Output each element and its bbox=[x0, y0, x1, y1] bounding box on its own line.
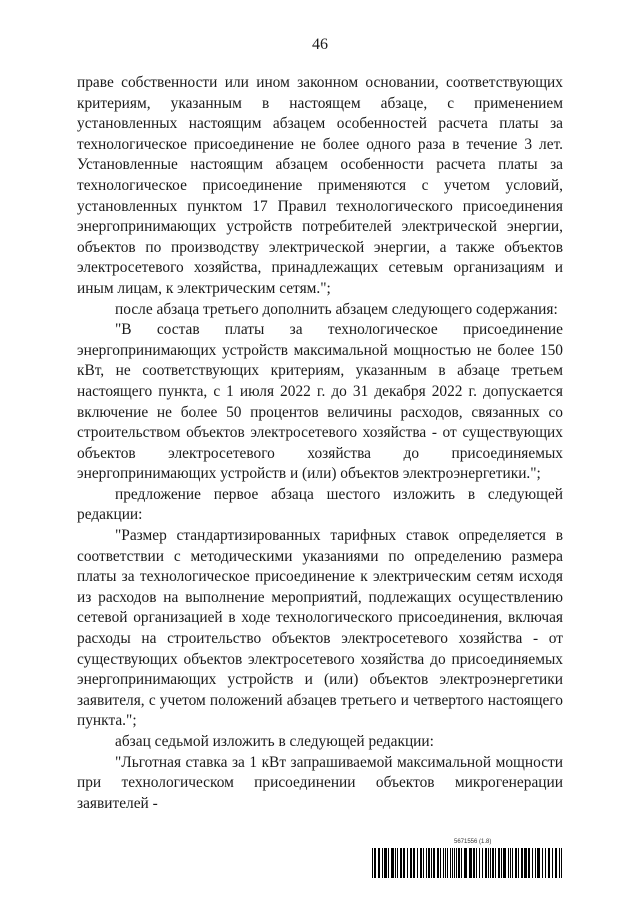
paragraph-3: "В состав платы за технологическое присоединение энергопринимающих устройств максимальной мощностью не более 150 кВт, не соответствующих критериям, указанным в абзаце третьем настоящего пункта, с 1 июля 2022 г. до 31 декабря 2022 г. допускается включение не более 50 процентов величины расходов, связанных со строительством объектов электросетевого хозяйства - от существующих объектов электросетевого хозяйства до присоединяемых энергопринимающих устройств и (или) объектов электроэнергетики."; bbox=[77, 321, 563, 483]
barcode-icon bbox=[372, 848, 563, 878]
paragraph-2: после абзаца третьего дополнить абзацем следующего содержания: bbox=[115, 300, 558, 318]
document-code: 5671556 (1.8) bbox=[454, 839, 492, 845]
paragraph-5: "Размер стандартизированных тарифных ставок определяется в соответствии с методическими указаниями по определению размера платы за технологическое присоединение к электрическим сетям исходя из расходов на выполнение мероприятий, подлежащих осуществлению сетевой организацией в ходе технологического присоединения, включая расходы на строительство объектов электросетевого хозяйства - от существующих объектов электросетевого хозяйства до присоединяемых энергопринимающих устройств и (или) объектов электроэнергетики заявителя, с учетом положений абзацев третьего и четвертого настоящего пункта."; bbox=[77, 527, 563, 730]
paragraph-6: абзац седьмой изложить в следующей редакции: bbox=[115, 733, 434, 750]
paragraph-7: "Льготная ставка за 1 кВт запрашиваемой максимальной мощности при технологическом присоединении объектов микрогенерации заявителей - bbox=[77, 753, 563, 812]
paragraph-1: праве собственности или ином законном основании, соответствующих критериям, указанным в настоящем абзаце, с применением установленных настоящим абзацем особенностей расчета платы за технологическое присоединение не более одного раза в течение 3 лет. Установленные настоящим абзацем особенности расчета платы за технологическое присоединение применяются с учетом условий, установленных пунктом 17 Правил технологического присоединения энергопринимающих устройств потребителей электрической энергии, объектов по производству электрической энергии, а также объектов электросетевого хозяйства, принадлежащих сетевым организациям и иным лицам, к электрическим сетям."; bbox=[77, 74, 563, 297]
paragraph-4: предложение первое абзаца шестого изложить в следующей редакции: bbox=[77, 485, 563, 524]
page-number: 46 bbox=[312, 36, 328, 53]
document-body bbox=[77, 73, 563, 814]
